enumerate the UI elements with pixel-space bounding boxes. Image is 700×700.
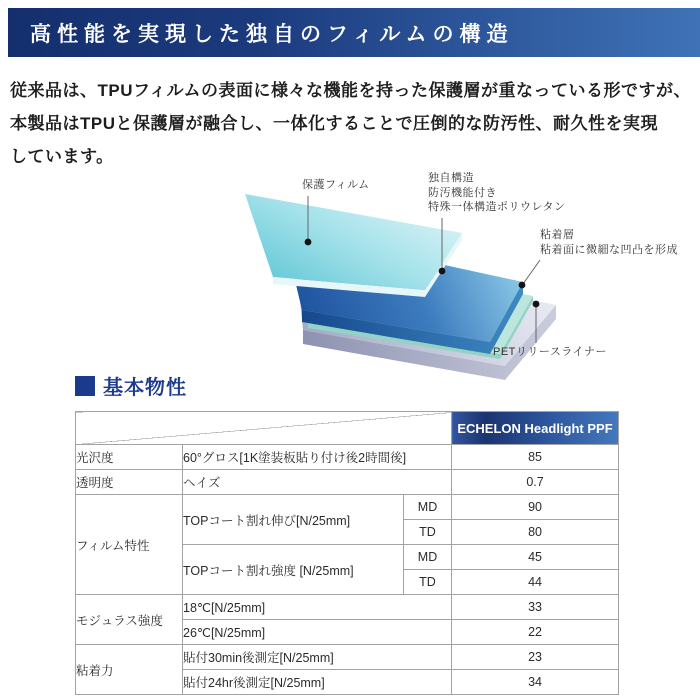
label-unique-structure bbox=[428, 171, 566, 215]
cell-modulus-26-item: 26℃[N/25mm] bbox=[183, 620, 452, 645]
intro-paragraph bbox=[10, 74, 698, 173]
cell-strength-td-value: 44 bbox=[452, 570, 619, 595]
label-pet-liner: PETリリースライナー bbox=[493, 346, 608, 358]
cell-strength-item: TOPコート割れ強度 [N/25mm] bbox=[183, 545, 404, 595]
cell-adhesion-30min-value: 23 bbox=[452, 645, 619, 670]
label-unique-structure-line: 特殊一体構造ポリウレタン bbox=[428, 201, 566, 213]
table-row bbox=[76, 595, 619, 620]
cell-modulus-18-value: 33 bbox=[452, 595, 619, 620]
cell-haze-category: 透明度 bbox=[76, 470, 183, 495]
cell-elongation-td-value: 80 bbox=[452, 520, 619, 545]
table-header-row bbox=[76, 412, 619, 445]
cell-elongation-md-value: 90 bbox=[452, 495, 619, 520]
cell-elongation-item: TOPコート割れ伸び[N/25mm] bbox=[183, 495, 404, 545]
label-adhesive-layer-line: 粘着面に微細な凹凸を形成 bbox=[540, 243, 678, 256]
cell-elongation-td-label: TD bbox=[404, 520, 452, 545]
properties-table bbox=[75, 411, 619, 695]
film-structure-diagram bbox=[0, 168, 700, 380]
cell-strength-md-label: MD bbox=[404, 545, 452, 570]
section-square-icon bbox=[75, 376, 95, 396]
label-adhesive-layer bbox=[540, 228, 678, 257]
table-row bbox=[76, 445, 619, 470]
cell-adhesion-category: 粘着力 bbox=[76, 645, 183, 695]
marker-dot-unique-structure bbox=[439, 268, 446, 275]
marker-dot-pet-liner bbox=[533, 301, 540, 308]
intro-line: 従来品は、TPUフィルムの表面に様々な機能を持った保護層が重なっている形ですが、 bbox=[10, 81, 691, 100]
label-unique-structure-line: 防汚機能付き bbox=[428, 186, 497, 199]
marker-dot-protective-film bbox=[305, 239, 312, 246]
title-banner bbox=[8, 8, 700, 57]
label-protective-film: 保護フィルム bbox=[302, 179, 370, 191]
intro-line: 本製品はTPUと保護層が融合し、一体化することで圧倒的な防汚性、耐久性を実現 bbox=[10, 114, 658, 133]
table-row bbox=[76, 470, 619, 495]
intro-line: しています。 bbox=[10, 147, 114, 166]
cell-modulus-category: モジュラス強度 bbox=[76, 595, 183, 645]
marker-dot-adhesive bbox=[519, 282, 526, 289]
label-adhesive-layer-line: 粘着層 bbox=[540, 229, 575, 241]
cell-strength-td-label: TD bbox=[404, 570, 452, 595]
product-column-header: ECHELON Headlight PPF bbox=[452, 412, 619, 445]
cell-gloss-category: 光沢度 bbox=[76, 445, 183, 470]
leader-line-adhesive bbox=[523, 260, 540, 284]
cell-adhesion-24hr-item: 貼付24hr後測定[N/25mm] bbox=[183, 670, 452, 695]
cell-film-category: フィルム特性 bbox=[76, 495, 183, 595]
cell-adhesion-30min-item: 貼付30min後測定[N/25mm] bbox=[183, 645, 452, 670]
label-unique-structure-line: 独自構造 bbox=[428, 172, 474, 184]
cell-modulus-26-value: 22 bbox=[452, 620, 619, 645]
table-row bbox=[76, 495, 619, 520]
cell-modulus-18-item: 18℃[N/25mm] bbox=[183, 595, 452, 620]
cell-elongation-md-label: MD bbox=[404, 495, 452, 520]
table-row bbox=[76, 645, 619, 670]
cell-haze-item: ヘイズ bbox=[183, 470, 452, 495]
cell-gloss-value: 85 bbox=[452, 445, 619, 470]
cell-haze-value: 0.7 bbox=[452, 470, 619, 495]
section-title: 基本物性 bbox=[103, 377, 187, 399]
cell-strength-md-value: 45 bbox=[452, 545, 619, 570]
section-heading-basic-properties bbox=[75, 371, 187, 400]
diagonal-slash-cell bbox=[76, 412, 452, 445]
cell-adhesion-24hr-value: 34 bbox=[452, 670, 619, 695]
cell-gloss-item: 60°グロス[1K塗装板貼り付け後2時間後] bbox=[183, 445, 452, 470]
page-title: 高性能を実現した独自のフィルムの構造 bbox=[30, 21, 514, 46]
